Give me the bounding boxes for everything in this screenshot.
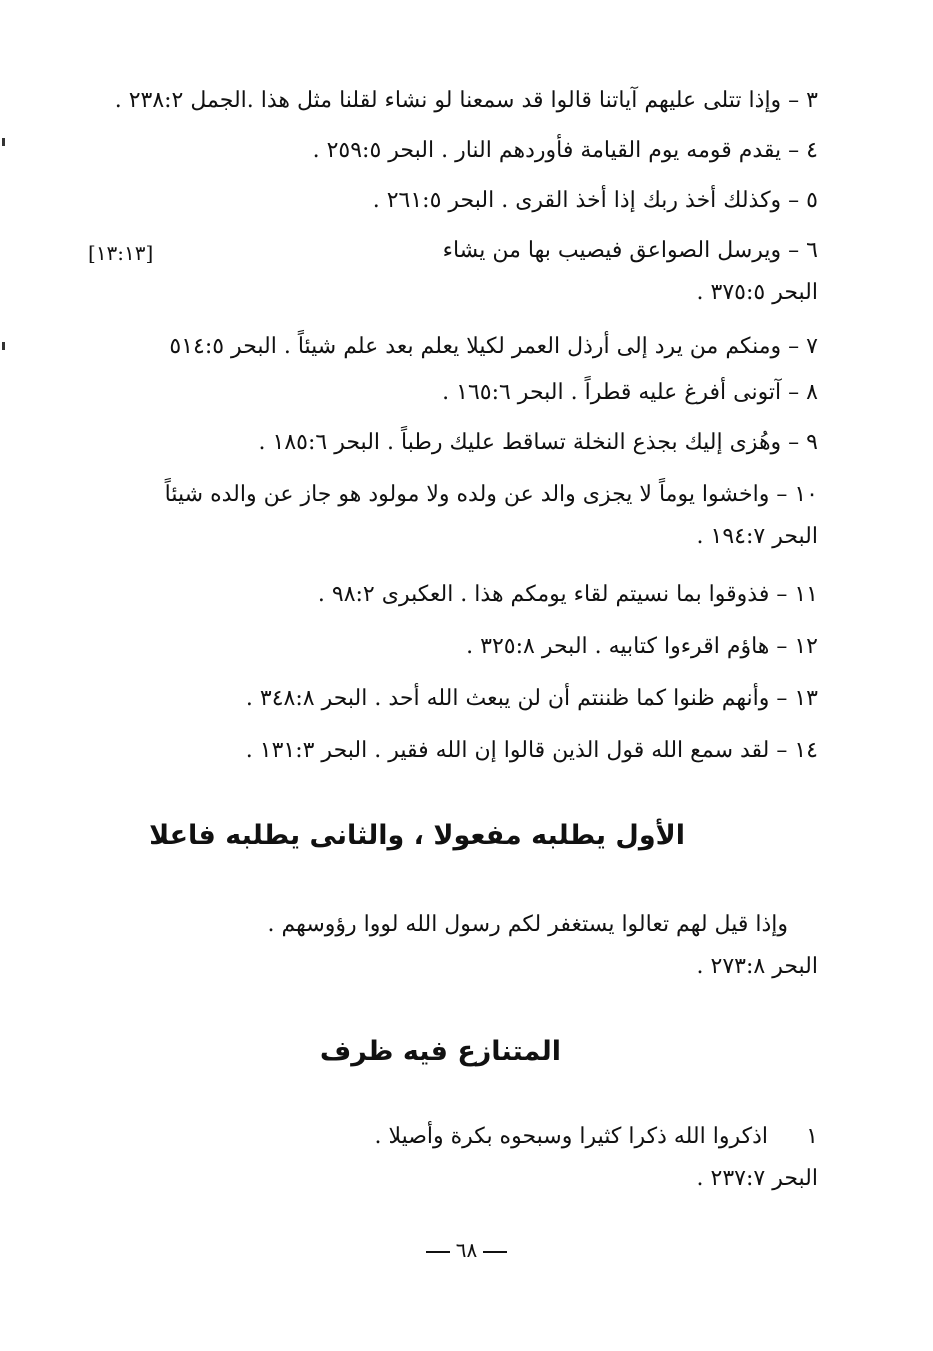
list-item-6: ٦ – ويرسل الصواعق فيصيب بها من يشاء — [442, 238, 818, 263]
section-2-number: ١ — [806, 1124, 818, 1149]
list-item-10: ١٠ – واخشوا يوماً لا يجزى والد عن ولده ولا مولود هو جاز عن والده شيئاً — [164, 482, 818, 507]
list-item-8: ٨ – آتونى أفرغ عليه قطراً . البحر ١٦٥:٦ . — [442, 380, 818, 405]
section-1-source: البحر ٢٧٣:٨ . — [696, 954, 818, 979]
list-item-11: ١١ – فذوقوا بما نسيتم لقاء يومكم هذا . العكبرى ٩٨:٢ . — [317, 582, 818, 607]
page-number-dash — [426, 1251, 450, 1253]
list-item-10-source: البحر ١٩٤:٧ . — [696, 524, 818, 549]
list-item-14: ١٤ – لقد سمع الله قول الذين قالوا إن الله فقير . البحر ١٣١:٣ . — [245, 738, 818, 763]
section-2-source: البحر ٢٣٧:٧ . — [696, 1166, 818, 1191]
section-heading-2: المتنازع فيه ظرف — [319, 1036, 561, 1067]
list-item-12: ١٢ – هاؤم اقرءوا كتابيه . البحر ٣٢٥:٨ . — [466, 634, 818, 659]
list-item-9: ٩ – وهُزى إليك بجذع النخلة تساقط عليك رطباً . البحر ١٨٥:٦ . — [258, 430, 818, 455]
list-item-5: ٥ – وكذلك أخذ ربك إذا أخذ القرى . البحر ٢٦١:٥ . — [372, 188, 818, 213]
page-number-value: ٦٨ — [455, 1238, 478, 1262]
list-item-6-reference: [١٣:١٣] — [88, 241, 154, 265]
section-heading-1: الأول يطلبه مفعولا ، والثانى يطلبه فاعلا — [149, 820, 685, 851]
list-item-7: ٧ – ومنكم من يرد إلى أرذل العمر لكيلا يعلم بعد علم شيئاً . البحر ٥١٤:٥ — [169, 334, 818, 359]
list-item-3: ٣ – وإذا تتلى عليهم آياتنا قالوا قد سمعنا لو نشاء لقلنا مثل هذا .الجمل ٢٣٨:٢ . — [114, 88, 818, 113]
page-number — [0, 1236, 933, 1264]
list-item-13: ١٣ – وأنهم ظنوا كما ظننتم أن لن يبعث الله أحد . البحر ٣٤٨:٨ . — [245, 686, 818, 711]
scan-edge-mark — [2, 138, 5, 146]
page-number-dash — [483, 1251, 507, 1253]
list-item-4: ٤ – يقدم قومه يوم القيامة فأوردهم النار . البحر ٢٥٩:٥ . — [312, 138, 818, 163]
scan-edge-mark — [2, 342, 5, 350]
section-1-text: وإذا قيل لهم تعالوا يستغفر لكم رسول الله لووا رؤوسهم . — [267, 912, 788, 937]
section-2-text: اذكروا الله ذكرا كثيرا وسبحوه بكرة وأصيلا . — [374, 1124, 768, 1149]
list-item-6-source: البحر ٣٧٥:٥ . — [696, 280, 818, 305]
